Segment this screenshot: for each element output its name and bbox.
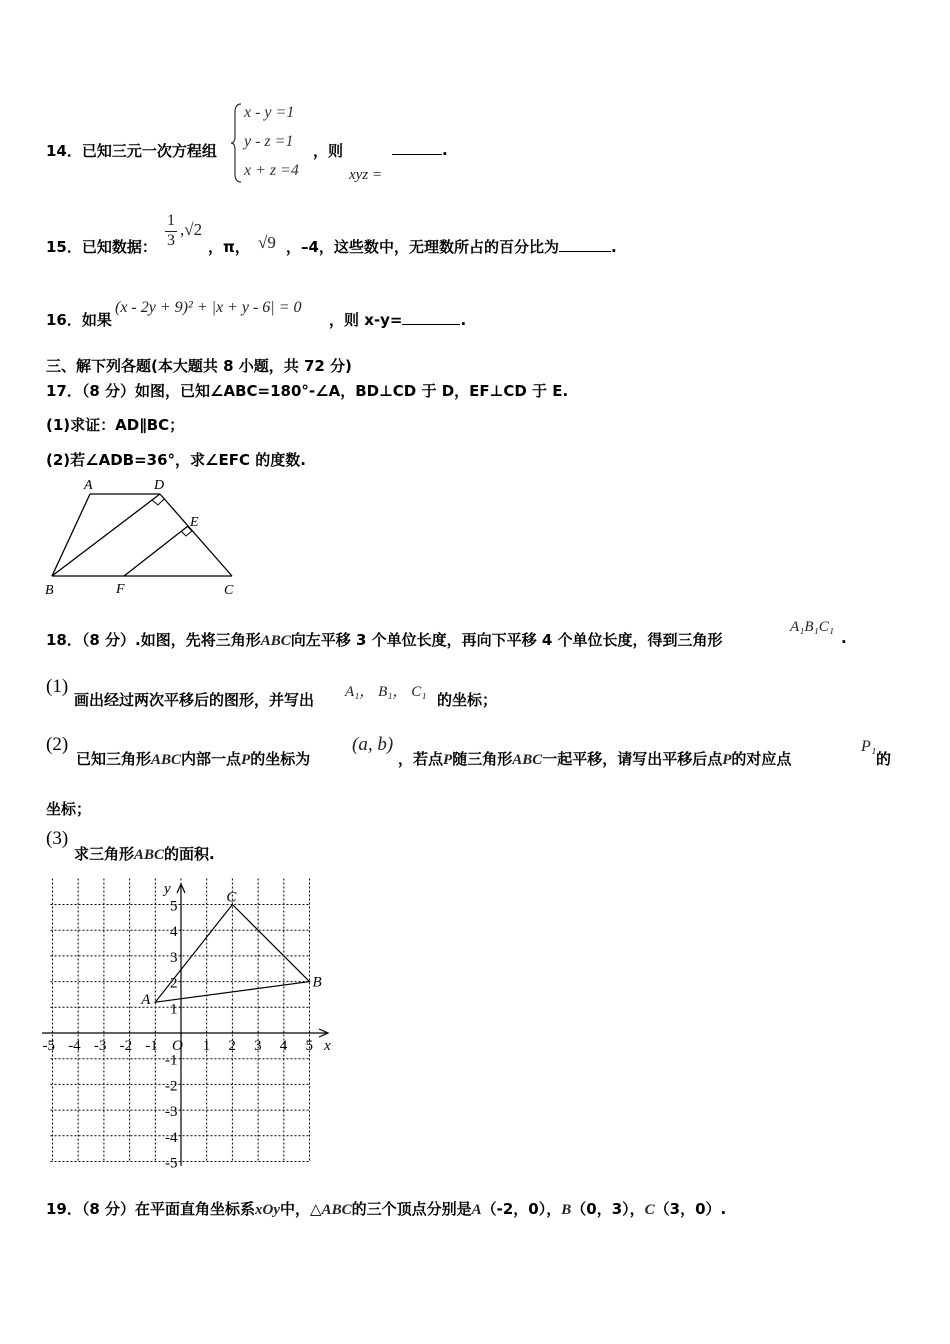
x-tick-label: 1 bbox=[202, 1038, 211, 1054]
label-D: D bbox=[154, 478, 165, 493]
segment-fe bbox=[124, 526, 188, 576]
left-brace-icon bbox=[230, 102, 244, 184]
x-tick-label: 4 bbox=[279, 1038, 288, 1054]
q18-p2-text-end: 的 bbox=[876, 750, 892, 768]
y-tick-label: -4 bbox=[165, 1129, 178, 1146]
label-F: F bbox=[116, 582, 125, 597]
y-tick-label: 3 bbox=[170, 949, 178, 966]
point-B-label: B bbox=[312, 974, 322, 991]
label-A: A bbox=[84, 478, 93, 493]
y-tick-label: 4 bbox=[170, 924, 178, 941]
point-C-label: C bbox=[226, 889, 237, 906]
q15-fraction bbox=[163, 212, 179, 250]
q18-p1-num: (1) bbox=[46, 676, 69, 697]
y-tick-label: 1 bbox=[170, 1001, 178, 1018]
q18-p3-num: (3) bbox=[46, 828, 69, 849]
q18-p1-text: 画出经过两次平移后的图形，并写出 bbox=[74, 691, 315, 709]
q16-label: 16．如果 bbox=[46, 311, 112, 329]
q15-label: 15．已知数据： bbox=[46, 238, 157, 256]
y-tick-label: -3 bbox=[165, 1104, 178, 1121]
q15-frac-num: 1 bbox=[167, 212, 175, 229]
segment-bd bbox=[52, 494, 160, 576]
q18-p1-points: A₁， B₁， C₁ bbox=[345, 684, 427, 700]
q14-blank[interactable] bbox=[392, 140, 442, 155]
q18-p2-p1: P₁ bbox=[861, 738, 877, 755]
q18-p3-text: 求三角形ABC的面积. bbox=[74, 845, 215, 863]
q17-stem: 17．（8 分）如图，已知∠ABC=180°-∠A，BD⊥CD 于 D，EF⊥CD 于 E. bbox=[46, 382, 569, 400]
right-angle-d-icon bbox=[152, 499, 164, 505]
q18-coordinate-grid bbox=[40, 878, 340, 1173]
q18-stem: 18．（8 分）.如图，先将三角形ABC向左平移 3 个单位长度，再向下平移 4 个单位长度，得到三角形 bbox=[46, 631, 723, 649]
q16-blank[interactable] bbox=[402, 310, 460, 325]
segment-dc bbox=[160, 494, 232, 576]
label-E: E bbox=[190, 515, 199, 530]
q14-equation-system bbox=[230, 102, 320, 184]
q16-expr: (x - 2y + 9)² + |x + y - 6| = 0 bbox=[115, 299, 302, 316]
x-tick-label: -5 bbox=[42, 1038, 55, 1054]
q15-blank[interactable] bbox=[559, 237, 611, 252]
label-C: C bbox=[224, 583, 234, 598]
q18-p2-ab: (a, b) bbox=[352, 734, 394, 755]
q15-sqrt2: ,√2 bbox=[180, 220, 203, 239]
section-heading: 三、解下列各题(本大题共 8 小题，共 72 分) bbox=[46, 357, 352, 375]
point-A-label: A bbox=[141, 992, 151, 1009]
q18-p1-end: 的坐标； bbox=[437, 691, 498, 709]
q18-p2-text-b: ，若点P随三角形ABC一起平移，请写出平移后点P的对应点 bbox=[398, 750, 792, 768]
y-tick-label: -1 bbox=[165, 1052, 178, 1069]
segment-ab bbox=[52, 494, 90, 576]
x-tick-label: -3 bbox=[93, 1038, 107, 1054]
y-axis-label: y bbox=[164, 881, 171, 897]
x-tick-label: -2 bbox=[119, 1038, 133, 1054]
q18-stem-end: . bbox=[841, 629, 847, 647]
label-B: B bbox=[45, 583, 54, 598]
q17-part2: (2)若∠ADB=36°，求∠EFC 的度数. bbox=[46, 451, 306, 469]
q16-rest: ，则 x-y= . bbox=[329, 311, 467, 329]
q19-text: 19．（8 分）在平面直角坐标系xOy中，△ABC的三个顶点分别是A（-2，0），B（0，3），C（3，0）. bbox=[46, 1200, 727, 1218]
origin-label: O bbox=[172, 1038, 183, 1054]
q15-sqrt9: √9 bbox=[258, 233, 276, 252]
q18-p2-cont: 坐标； bbox=[46, 800, 92, 818]
q15-frac-den: 3 bbox=[167, 232, 175, 249]
x-axis-label: x bbox=[324, 1038, 331, 1054]
q14-eq2: y - z =1 bbox=[244, 133, 294, 150]
q17-figure bbox=[40, 474, 250, 602]
q17-part1: (1)求证：AD∥BC； bbox=[46, 416, 185, 434]
x-tick-label: -1 bbox=[145, 1038, 158, 1054]
x-tick-label: 3 bbox=[254, 1038, 262, 1054]
x-tick-label: -4 bbox=[68, 1038, 81, 1054]
x-tick-label: 5 bbox=[305, 1038, 313, 1054]
q14-eq3: x + z =4 bbox=[244, 162, 299, 179]
q14-then: ，则 bbox=[313, 142, 344, 160]
y-tick-label: 2 bbox=[170, 975, 178, 992]
y-tick-label: 5 bbox=[170, 898, 178, 915]
q14-eq1: x - y =1 bbox=[244, 104, 295, 121]
q14-answer: . bbox=[392, 140, 448, 159]
q18-a1b1c1: A₁B₁C₁ bbox=[790, 619, 834, 635]
x-tick-label: 2 bbox=[228, 1038, 236, 1054]
y-tick-label: -2 bbox=[165, 1078, 178, 1095]
q18-p2-num: (2) bbox=[46, 734, 69, 755]
q15-rest-b: ，–4，这些数中，无理数所占的百分比为 . bbox=[286, 238, 617, 256]
q14-expr: xyz = bbox=[349, 167, 383, 183]
y-tick-label: -5 bbox=[165, 1155, 178, 1172]
q18-p2-text-a: 已知三角形ABC内部一点P的坐标为 bbox=[76, 750, 311, 768]
q14-label: 14．已知三元一次方程组 bbox=[46, 142, 217, 160]
q15-rest-a: ，π， bbox=[208, 238, 250, 256]
